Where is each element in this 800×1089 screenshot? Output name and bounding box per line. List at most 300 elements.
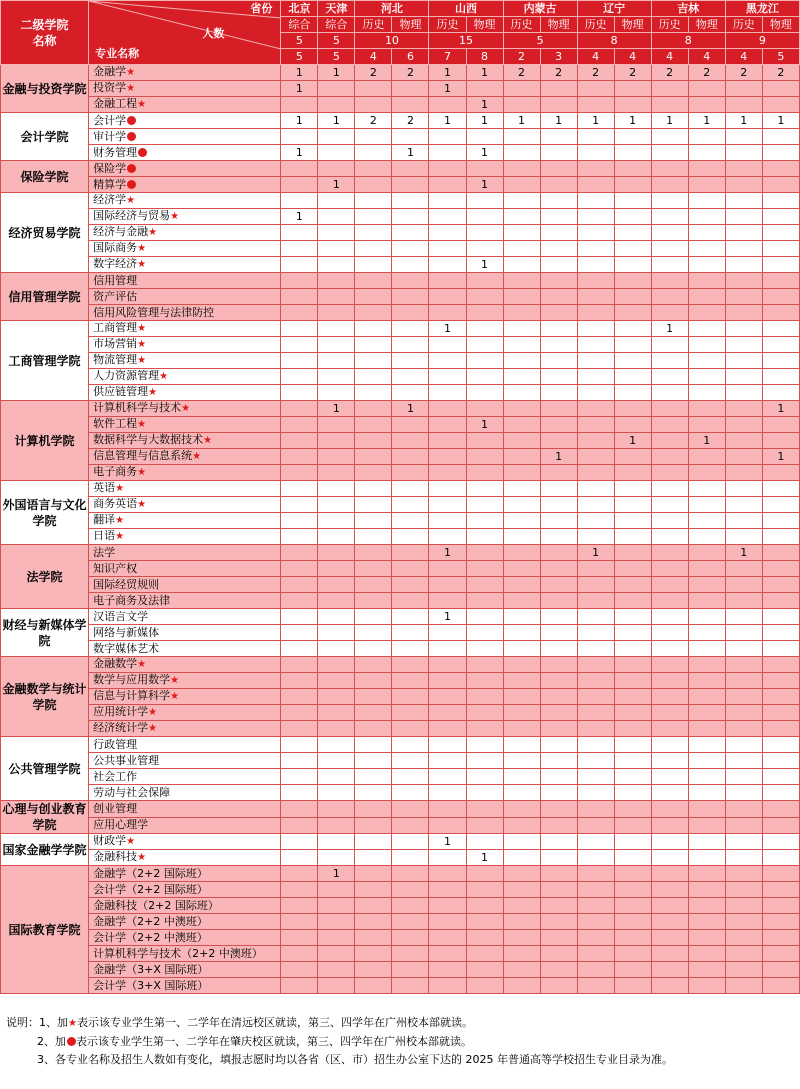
college-name: 会计学院 bbox=[1, 113, 89, 161]
table-row bbox=[1, 737, 800, 753]
quota-cell bbox=[614, 129, 651, 145]
quota-cell bbox=[614, 898, 651, 914]
major-label: 电子商务及法律 bbox=[93, 593, 171, 607]
quota-cell bbox=[614, 673, 651, 689]
quota-cell bbox=[577, 257, 614, 273]
quota-cell bbox=[762, 209, 799, 225]
column-count: 4 bbox=[577, 49, 614, 65]
column-count: 5 bbox=[281, 49, 318, 65]
quota-cell bbox=[392, 689, 429, 705]
quota-cell bbox=[466, 433, 503, 449]
quota-cell bbox=[725, 914, 762, 930]
quota-cell bbox=[466, 225, 503, 241]
quota-cell bbox=[355, 834, 392, 850]
quota-cell: 1 bbox=[466, 257, 503, 273]
quota-cell bbox=[392, 449, 429, 465]
province-header: 河北 bbox=[355, 1, 429, 17]
table-row bbox=[1, 433, 800, 449]
quota-cell bbox=[725, 737, 762, 753]
quota-cell bbox=[762, 433, 799, 449]
quota-cell bbox=[651, 465, 688, 481]
quota-cell: 1 bbox=[429, 65, 466, 81]
quota-cell bbox=[318, 753, 355, 769]
star-icon: ★ bbox=[137, 99, 147, 110]
major-label: 会计学（3+X 国际班） bbox=[93, 978, 209, 992]
table-row bbox=[1, 545, 800, 561]
quota-cell bbox=[651, 481, 688, 497]
quota-cell bbox=[392, 978, 429, 994]
quota-cell bbox=[651, 497, 688, 513]
quota-cell bbox=[651, 401, 688, 417]
quota-cell bbox=[614, 289, 651, 305]
quota-cell bbox=[355, 481, 392, 497]
quota-cell bbox=[762, 177, 799, 193]
quota-cell bbox=[577, 353, 614, 369]
quota-cell bbox=[651, 193, 688, 209]
column-count: 5 bbox=[318, 49, 355, 65]
major-label: 数字媒体艺术 bbox=[93, 641, 160, 655]
quota-cell bbox=[688, 930, 725, 946]
major-label: 物流管理 bbox=[93, 353, 138, 366]
quota-cell bbox=[577, 417, 614, 433]
quota-cell bbox=[540, 593, 577, 609]
quota-cell bbox=[614, 978, 651, 994]
quota-cell: 1 bbox=[577, 545, 614, 561]
quota-cell bbox=[651, 914, 688, 930]
quota-cell bbox=[762, 385, 799, 401]
quota-cell bbox=[392, 529, 429, 545]
quota-cell bbox=[762, 353, 799, 369]
quota-cell bbox=[540, 193, 577, 209]
quota-cell bbox=[725, 801, 762, 818]
quota-cell bbox=[688, 177, 725, 193]
quota-cell bbox=[429, 882, 466, 898]
quota-cell: 1 bbox=[318, 65, 355, 81]
major-name bbox=[89, 65, 281, 81]
quota-cell bbox=[281, 529, 318, 545]
quota-cell bbox=[392, 353, 429, 369]
quota-cell bbox=[614, 850, 651, 866]
quota-cell bbox=[318, 689, 355, 705]
quota-cell bbox=[651, 241, 688, 257]
quota-cell bbox=[577, 273, 614, 289]
major-name bbox=[89, 930, 281, 946]
major-label: 人力资源管理 bbox=[93, 369, 160, 382]
quota-cell bbox=[503, 513, 540, 529]
quota-cell bbox=[503, 721, 540, 737]
quota-cell bbox=[281, 641, 318, 657]
quota-cell bbox=[725, 769, 762, 785]
major-name bbox=[89, 81, 281, 97]
dot-icon bbox=[127, 180, 136, 189]
major-name bbox=[89, 978, 281, 994]
quota-cell bbox=[503, 433, 540, 449]
quota-cell bbox=[281, 609, 318, 625]
quota-cell bbox=[614, 817, 651, 834]
quota-cell bbox=[577, 850, 614, 866]
quota-cell bbox=[318, 673, 355, 689]
major-label: 日语 bbox=[93, 529, 116, 542]
quota-cell bbox=[577, 898, 614, 914]
column-count: 7 bbox=[429, 49, 466, 65]
major-label: 金融学 bbox=[93, 65, 127, 78]
quota-cell bbox=[688, 529, 725, 545]
table-row bbox=[1, 65, 800, 81]
quota-cell bbox=[429, 97, 466, 113]
quota-cell bbox=[318, 161, 355, 177]
quota-cell bbox=[503, 209, 540, 225]
major-name bbox=[89, 449, 281, 465]
quota-cell: 1 bbox=[466, 113, 503, 129]
quota-cell bbox=[577, 305, 614, 321]
quota-cell bbox=[503, 914, 540, 930]
quota-cell bbox=[688, 721, 725, 737]
quota-cell: 2 bbox=[540, 65, 577, 81]
quota-cell bbox=[725, 561, 762, 577]
quota-cell bbox=[540, 898, 577, 914]
quota-cell bbox=[281, 369, 318, 385]
quota-cell bbox=[503, 97, 540, 113]
quota-cell bbox=[651, 385, 688, 401]
quota-cell bbox=[318, 305, 355, 321]
quota-cell bbox=[614, 337, 651, 353]
quota-cell bbox=[503, 577, 540, 593]
major-label: 经济与金融 bbox=[93, 225, 149, 238]
quota-cell bbox=[762, 161, 799, 177]
quota-cell: 2 bbox=[355, 65, 392, 81]
quota-cell bbox=[540, 417, 577, 433]
quota-cell bbox=[281, 962, 318, 978]
star-icon: ★ bbox=[137, 467, 147, 478]
quota-cell bbox=[429, 866, 466, 882]
quota-cell bbox=[762, 273, 799, 289]
quota-cell bbox=[503, 625, 540, 641]
table-row bbox=[1, 401, 800, 417]
quota-cell bbox=[318, 225, 355, 241]
major-label: 工商管理 bbox=[93, 321, 138, 334]
quota-cell bbox=[429, 273, 466, 289]
quota-cell bbox=[281, 946, 318, 962]
quota-cell bbox=[355, 978, 392, 994]
quota-cell bbox=[651, 850, 688, 866]
quota-cell bbox=[762, 561, 799, 577]
major-label: 审计学 bbox=[93, 129, 127, 143]
quota-cell bbox=[281, 657, 318, 673]
quota-cell bbox=[614, 273, 651, 289]
quota-cell bbox=[577, 625, 614, 641]
quota-cell bbox=[577, 753, 614, 769]
quota-cell bbox=[725, 577, 762, 593]
major-name bbox=[89, 385, 281, 401]
quota-cell bbox=[503, 930, 540, 946]
quota-cell bbox=[429, 433, 466, 449]
quota-cell bbox=[503, 882, 540, 898]
quota-cell bbox=[281, 577, 318, 593]
quota-cell bbox=[466, 785, 503, 801]
diagonal-corner-header bbox=[89, 1, 281, 65]
quota-cell bbox=[614, 353, 651, 369]
major-name bbox=[89, 577, 281, 593]
quota-cell bbox=[503, 481, 540, 497]
quota-cell bbox=[688, 834, 725, 850]
quota-cell bbox=[392, 497, 429, 513]
quota-cell bbox=[355, 177, 392, 193]
quota-cell: 2 bbox=[392, 65, 429, 81]
province-header: 黑龙江 bbox=[725, 1, 799, 17]
quota-cell bbox=[540, 497, 577, 513]
quota-cell bbox=[725, 225, 762, 241]
quota-cell bbox=[688, 785, 725, 801]
quota-cell bbox=[466, 721, 503, 737]
column-count: 8 bbox=[466, 49, 503, 65]
table-row bbox=[1, 561, 800, 577]
quota-cell bbox=[318, 97, 355, 113]
quota-cell bbox=[355, 273, 392, 289]
major-label: 数学与应用数学 bbox=[93, 673, 171, 686]
quota-cell bbox=[429, 145, 466, 161]
quota-cell bbox=[281, 225, 318, 241]
quota-cell bbox=[540, 930, 577, 946]
quota-cell: 2 bbox=[762, 65, 799, 81]
quota-cell bbox=[318, 930, 355, 946]
quota-cell bbox=[651, 289, 688, 305]
quota-cell bbox=[466, 369, 503, 385]
quota-cell bbox=[318, 641, 355, 657]
star-icon: ★ bbox=[137, 852, 147, 863]
quota-cell bbox=[503, 785, 540, 801]
quota-cell bbox=[540, 914, 577, 930]
subject-type-header: 物理 bbox=[392, 17, 429, 33]
quota-cell bbox=[392, 305, 429, 321]
major-label: 公共事业管理 bbox=[93, 753, 160, 767]
quota-cell bbox=[540, 289, 577, 305]
quota-cell bbox=[614, 769, 651, 785]
quota-cell bbox=[762, 978, 799, 994]
quota-cell bbox=[503, 401, 540, 417]
column-count: 4 bbox=[651, 49, 688, 65]
quota-cell bbox=[651, 737, 688, 753]
quota-cell bbox=[466, 289, 503, 305]
quota-cell bbox=[429, 689, 466, 705]
table-row bbox=[1, 305, 800, 321]
quota-cell bbox=[466, 129, 503, 145]
quota-cell bbox=[318, 593, 355, 609]
quota-cell bbox=[355, 401, 392, 417]
quota-cell bbox=[762, 577, 799, 593]
quota-cell bbox=[429, 721, 466, 737]
quota-cell: 1 bbox=[762, 401, 799, 417]
quota-cell bbox=[318, 561, 355, 577]
quota-cell bbox=[762, 289, 799, 305]
quota-cell bbox=[651, 593, 688, 609]
quota-cell bbox=[725, 433, 762, 449]
quota-cell bbox=[281, 785, 318, 801]
quota-cell bbox=[355, 721, 392, 737]
quota-cell bbox=[540, 673, 577, 689]
quota-cell bbox=[651, 449, 688, 465]
quota-cell bbox=[762, 81, 799, 97]
quota-cell bbox=[762, 834, 799, 850]
quota-cell bbox=[577, 769, 614, 785]
quota-cell bbox=[355, 561, 392, 577]
table-row bbox=[1, 962, 800, 978]
quota-cell bbox=[688, 882, 725, 898]
quota-cell bbox=[725, 673, 762, 689]
dot-icon bbox=[127, 116, 136, 125]
quota-cell bbox=[429, 305, 466, 321]
quota-cell bbox=[318, 834, 355, 850]
quota-cell bbox=[429, 209, 466, 225]
quota-cell bbox=[429, 225, 466, 241]
quota-cell bbox=[762, 946, 799, 962]
table-row bbox=[1, 513, 800, 529]
quota-cell bbox=[318, 801, 355, 818]
quota-cell bbox=[651, 305, 688, 321]
major-name bbox=[89, 657, 281, 673]
quota-cell bbox=[540, 609, 577, 625]
college-name: 财经与新媒体学院 bbox=[1, 609, 89, 657]
quota-cell bbox=[688, 465, 725, 481]
quota-cell bbox=[503, 369, 540, 385]
quota-cell bbox=[503, 305, 540, 321]
quota-cell bbox=[540, 577, 577, 593]
quota-cell bbox=[577, 129, 614, 145]
province-header: 天津 bbox=[318, 1, 355, 17]
major-label: 劳动与社会保障 bbox=[93, 785, 171, 799]
table-row bbox=[1, 946, 800, 962]
quota-cell bbox=[540, 689, 577, 705]
quota-cell bbox=[540, 305, 577, 321]
quota-cell bbox=[503, 817, 540, 834]
major-name bbox=[89, 817, 281, 834]
quota-cell bbox=[281, 337, 318, 353]
major-label: 网络与新媒体 bbox=[93, 625, 160, 639]
quota-cell bbox=[281, 978, 318, 994]
quota-cell bbox=[725, 369, 762, 385]
quota-cell bbox=[318, 513, 355, 529]
quota-cell bbox=[688, 561, 725, 577]
quota-cell bbox=[614, 513, 651, 529]
major-name bbox=[89, 513, 281, 529]
quota-cell bbox=[725, 353, 762, 369]
quota-cell bbox=[725, 145, 762, 161]
quota-cell: 1 bbox=[429, 545, 466, 561]
college-name: 工商管理学院 bbox=[1, 321, 89, 401]
quota-cell bbox=[466, 193, 503, 209]
quota-cell bbox=[651, 962, 688, 978]
quota-cell bbox=[688, 641, 725, 657]
quota-cell bbox=[540, 657, 577, 673]
major-name bbox=[89, 834, 281, 850]
major-name bbox=[89, 161, 281, 177]
quota-cell bbox=[688, 257, 725, 273]
subject-type-header: 综合 bbox=[318, 17, 355, 33]
quota-cell bbox=[725, 625, 762, 641]
quota-cell bbox=[614, 641, 651, 657]
quota-cell bbox=[762, 465, 799, 481]
major-name bbox=[89, 866, 281, 882]
quota-cell bbox=[540, 882, 577, 898]
quota-cell bbox=[318, 737, 355, 753]
quota-cell bbox=[355, 609, 392, 625]
quota-cell bbox=[762, 145, 799, 161]
quota-cell bbox=[762, 753, 799, 769]
quota-cell bbox=[762, 641, 799, 657]
quota-cell bbox=[429, 978, 466, 994]
quota-cell bbox=[466, 866, 503, 882]
quota-cell bbox=[355, 769, 392, 785]
major-name bbox=[89, 673, 281, 689]
quota-cell bbox=[392, 625, 429, 641]
quota-cell bbox=[392, 673, 429, 689]
major-name bbox=[89, 145, 281, 161]
quota-cell bbox=[725, 465, 762, 481]
quota-cell bbox=[614, 914, 651, 930]
quota-cell bbox=[651, 898, 688, 914]
quota-cell bbox=[392, 769, 429, 785]
province-total: 10 bbox=[355, 33, 429, 49]
quota-cell bbox=[614, 834, 651, 850]
quota-cell bbox=[540, 481, 577, 497]
quota-cell bbox=[355, 209, 392, 225]
quota-cell bbox=[355, 497, 392, 513]
quota-cell bbox=[503, 289, 540, 305]
major-name bbox=[89, 305, 281, 321]
table-row bbox=[1, 337, 800, 353]
quota-cell bbox=[318, 129, 355, 145]
quota-cell bbox=[688, 289, 725, 305]
quota-cell bbox=[688, 129, 725, 145]
quota-cell bbox=[762, 305, 799, 321]
quota-cell bbox=[318, 817, 355, 834]
quota-cell bbox=[392, 337, 429, 353]
quota-cell bbox=[503, 593, 540, 609]
quota-cell bbox=[725, 753, 762, 769]
quota-cell bbox=[318, 353, 355, 369]
quota-cell bbox=[540, 801, 577, 818]
table-row bbox=[1, 497, 800, 513]
quota-cell bbox=[540, 866, 577, 882]
major-label: 会计学 bbox=[93, 113, 127, 127]
quota-cell bbox=[725, 882, 762, 898]
column-count: 4 bbox=[355, 49, 392, 65]
star-icon: ★ bbox=[68, 1018, 77, 1029]
quota-cell bbox=[762, 513, 799, 529]
quota-cell bbox=[429, 593, 466, 609]
quota-cell bbox=[466, 577, 503, 593]
quota-cell bbox=[725, 689, 762, 705]
quota-cell bbox=[392, 513, 429, 529]
quota-cell bbox=[429, 177, 466, 193]
quota-cell bbox=[688, 625, 725, 641]
quota-cell bbox=[466, 401, 503, 417]
quota-cell bbox=[577, 882, 614, 898]
college-name: 国家金融学学院 bbox=[1, 834, 89, 866]
quota-cell bbox=[318, 209, 355, 225]
quota-cell bbox=[318, 657, 355, 673]
quota-cell bbox=[762, 625, 799, 641]
quota-cell bbox=[725, 705, 762, 721]
quota-cell bbox=[577, 337, 614, 353]
quota-cell bbox=[392, 785, 429, 801]
quota-cell bbox=[503, 545, 540, 561]
quota-cell bbox=[577, 177, 614, 193]
quota-cell bbox=[540, 321, 577, 337]
quota-cell bbox=[503, 497, 540, 513]
quota-cell bbox=[429, 257, 466, 273]
quota-cell bbox=[355, 850, 392, 866]
quota-cell bbox=[392, 657, 429, 673]
